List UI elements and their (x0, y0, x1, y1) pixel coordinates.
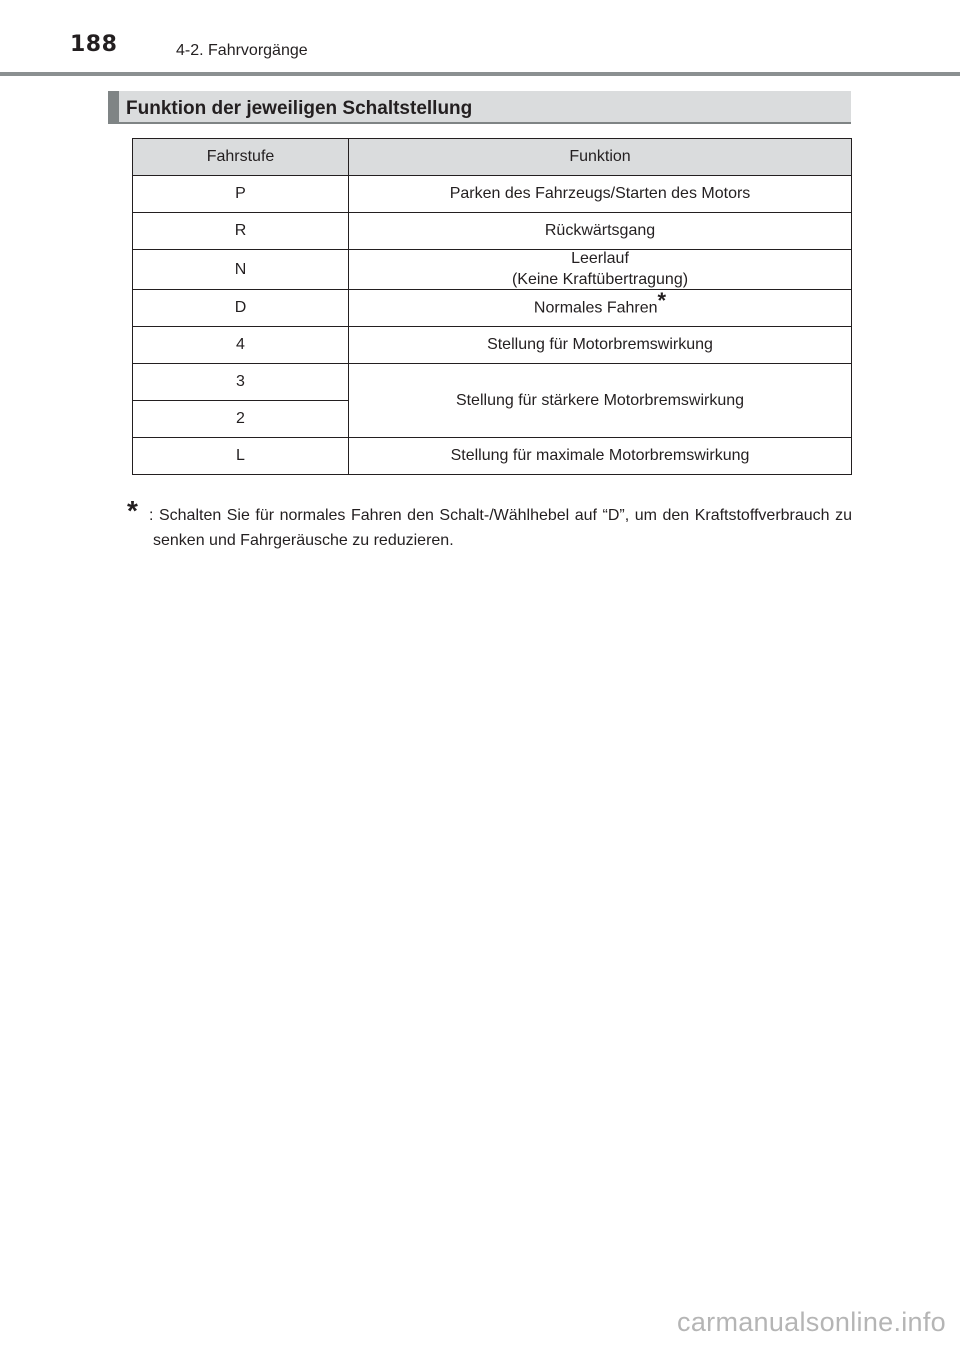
table-row (133, 364, 852, 401)
column-header-function: Funktion (349, 139, 852, 176)
stage-cell: L (133, 438, 349, 475)
section-underline (119, 122, 851, 124)
footnote (127, 495, 852, 553)
stage-cell: N (133, 250, 349, 290)
table-header-row (133, 139, 852, 176)
section-title: Funktion der jeweiligen Schaltstellung (126, 98, 473, 119)
footnote-marker: * (657, 287, 667, 313)
stage-cell: D (133, 290, 349, 327)
function-cell: Parken des Fahrzeugs/Starten des Motors (349, 176, 852, 213)
stage-cell: P (133, 176, 349, 213)
stage-cell: 2 (133, 401, 349, 438)
stage-cell: R (133, 213, 349, 250)
footnote-marker: * (127, 495, 138, 526)
shift-position-table (132, 138, 852, 475)
column-header-stage: Fahrstufe (133, 139, 349, 176)
function-line: Leerlauf (571, 250, 629, 267)
chapter-title: 4-2. Fahrvorgänge (176, 42, 308, 59)
function-cell: Stellung für Motorbremswirkung (349, 327, 852, 364)
function-text: Normales Fahren (533, 299, 658, 317)
page-number: 188 (70, 32, 118, 57)
table-row (133, 250, 852, 290)
function-cell (349, 250, 852, 290)
section-accent (108, 91, 119, 124)
table-row (133, 176, 852, 213)
table-row (133, 213, 852, 250)
table-row (133, 327, 852, 364)
table-row (133, 290, 852, 327)
page-header (0, 0, 960, 78)
function-cell-merged: Stellung für stärkere Motorbremswirkung (349, 364, 852, 438)
stage-cell: 4 (133, 327, 349, 364)
footnote-text: : Schalten Sie für normales Fahren den Schalt-/Wählhebel auf “D”, um den Kraftstoffverbrauch zu senken und Fahrgeräusche zu reduzieren. (149, 507, 852, 549)
stage-cell: 3 (133, 364, 349, 401)
function-cell: Stellung für maximale Motorbremswirkung (349, 438, 852, 475)
header-divider (0, 72, 960, 76)
function-line: (Keine Kraftübertragung) (511, 271, 689, 288)
table-row (133, 438, 852, 475)
watermark: carmanualsonline.info (677, 1307, 946, 1337)
function-cell: Rückwärtsgang (349, 213, 852, 250)
function-cell (349, 287, 852, 327)
